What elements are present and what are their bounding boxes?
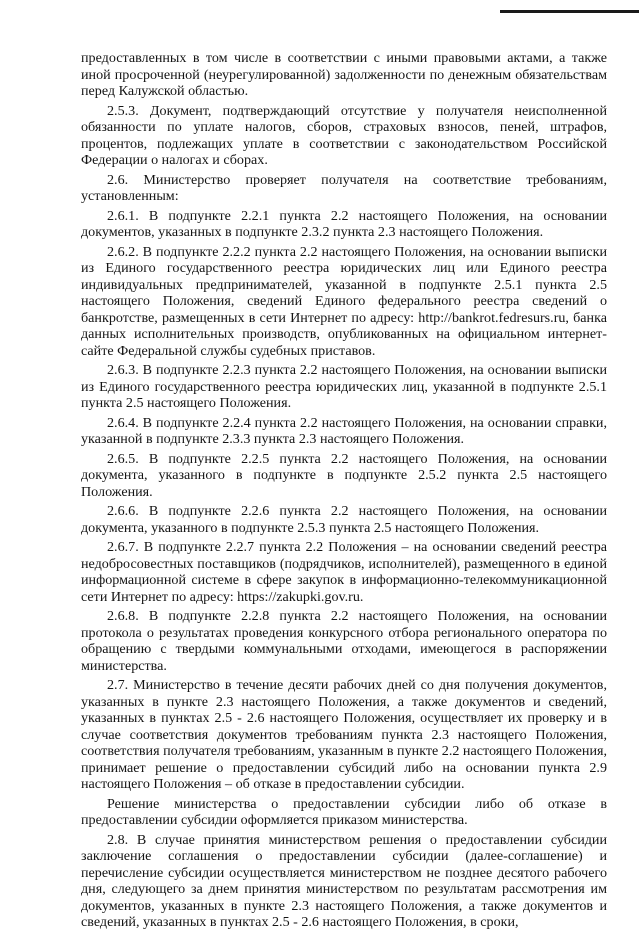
top-edge-rule [500,10,639,13]
paragraph-2-6: 2.6. Министерство проверяет получателя на соответствие требованиям, установленным: [81,171,607,204]
paragraph-2-7-decision: Решение министерства о предоставлении субсидии либо об отказе в предоставлении субсидии оформляется приказом министерства. [81,795,607,828]
paragraph-2-6-6: 2.6.6. В подпункте 2.2.6 пункта 2.2 настоящего Положения, на основании документа, указанного в подпункте 2.5.3 пункта 2.5 настоящего Положения. [81,503,607,536]
paragraph-2-6-2: 2.6.2. В подпункте 2.2.2 пункта 2.2 настоящего Положения, на основании выписки из Единого государственного реестра юридических лиц или Единого реестра индивидуальных предпринимателей, указанной в подпункте 2.5.1 пункта 2.5 настоящего Положения, сведений Единого федерального реестра сведений о банкротстве, размещенных в сети Интернет по адресу: http://bankrot.fedresurs.ru, банка данных исполнительных производств, опубликованных на официальном интернет-сайте Федеральной службы судебных приставов. [81,243,607,359]
paragraph-2-6-5: 2.6.5. В подпункте 2.2.5 пункта 2.2 настоящего Положения, на основании документа, указанного в подпункте в подпункте 2.5.2 пункта 2.5 настоящего Положения. [81,450,607,500]
paragraph-2-5-3: 2.5.3. Документ, подтверждающий отсутствие у получателя неисполненной обязанности по уплате налогов, сборов, страховых взносов, пеней, штрафов, процентов, подлежащих уплате в соответствии с законодательством Российской Федерации о налогах и сборах. [81,102,607,168]
paragraph-2-8: 2.8. В случае принятия министерством решения о предоставлении субсидии заключение соглашения о предоставлении субсидии (далее-соглашение) и перечисление субсидии осуществляется министерством не позднее десятого рабочего дня, следующего за днем принятия министерством по результатам рассмотрения им документов, указанных в пункте 2.3 настоящего Положения, а также документов и сведений, указанных в пунктах 2.5 - 2.6 настоящего Положения, в сроки, [81,831,607,930]
paragraph-continuation: предоставленных в том числе в соответствии с иными правовыми актами, а также иной просроченной (неурегулированной) задолженности по денежным обязательствам перед Калужской областью. [81,50,607,99]
document-page [81,50,607,934]
paragraph-2-7: 2.7. Министерство в течение десяти рабочих дней со дня получения документов, указанных в пункте 2.3 настоящего Положения, а также документов и сведений, указанных в пунктах 2.5 - 2.6 настоящего Положения, осуществляет их проверку и в случае соответствия документов требованиям пункта 2.3 настоящего Положения, соответствия получателя требованиям, указанным в пункте 2.2 настоящего Положения, принимает решение о предоставлении субсидий либо на основании пункта 2.9 настоящего Положения – об отказе в предоставлении субсидии. [81,677,607,792]
paragraph-2-6-8: 2.6.8. В подпункте 2.2.8 пункта 2.2 настоящего Положения, на основании протокола о результатах проведения конкурсного отбора регионального оператора по обращению с твердыми коммунальными отходами, имеющегося в распоряжении министерства. [81,608,607,674]
paragraph-2-6-7: 2.6.7. В подпункте 2.2.7 пункта 2.2 Положения – на основании сведений реестра недобросовестных поставщиков (подрядчиков, исполнителей), размещенного в единой информационной системе в сфере закупок в информационно-телекоммуникационной сети Интернет по адресу: https://zakupki.gov.ru. [81,539,607,605]
paragraph-2-6-3: 2.6.3. В подпункте 2.2.3 пункта 2.2 настоящего Положения, на основании выписки из Единого государственного реестра юридических лиц, указанной в подпункте 2.5.1 пункта 2.5 настоящего Положения. [81,362,607,411]
paragraph-2-6-4: 2.6.4. В подпункте 2.2.4 пункта 2.2 настоящего Положения, на основании справки, указанной в подпункте 2.3.3 пункта 2.3 настоящего Положения. [81,414,607,447]
paragraph-2-6-1: 2.6.1. В подпункте 2.2.1 пункта 2.2 настоящего Положения, на основании документов, указанных в подпункте 2.3.2 пункта 2.3 настоящего Положения. [81,207,607,240]
